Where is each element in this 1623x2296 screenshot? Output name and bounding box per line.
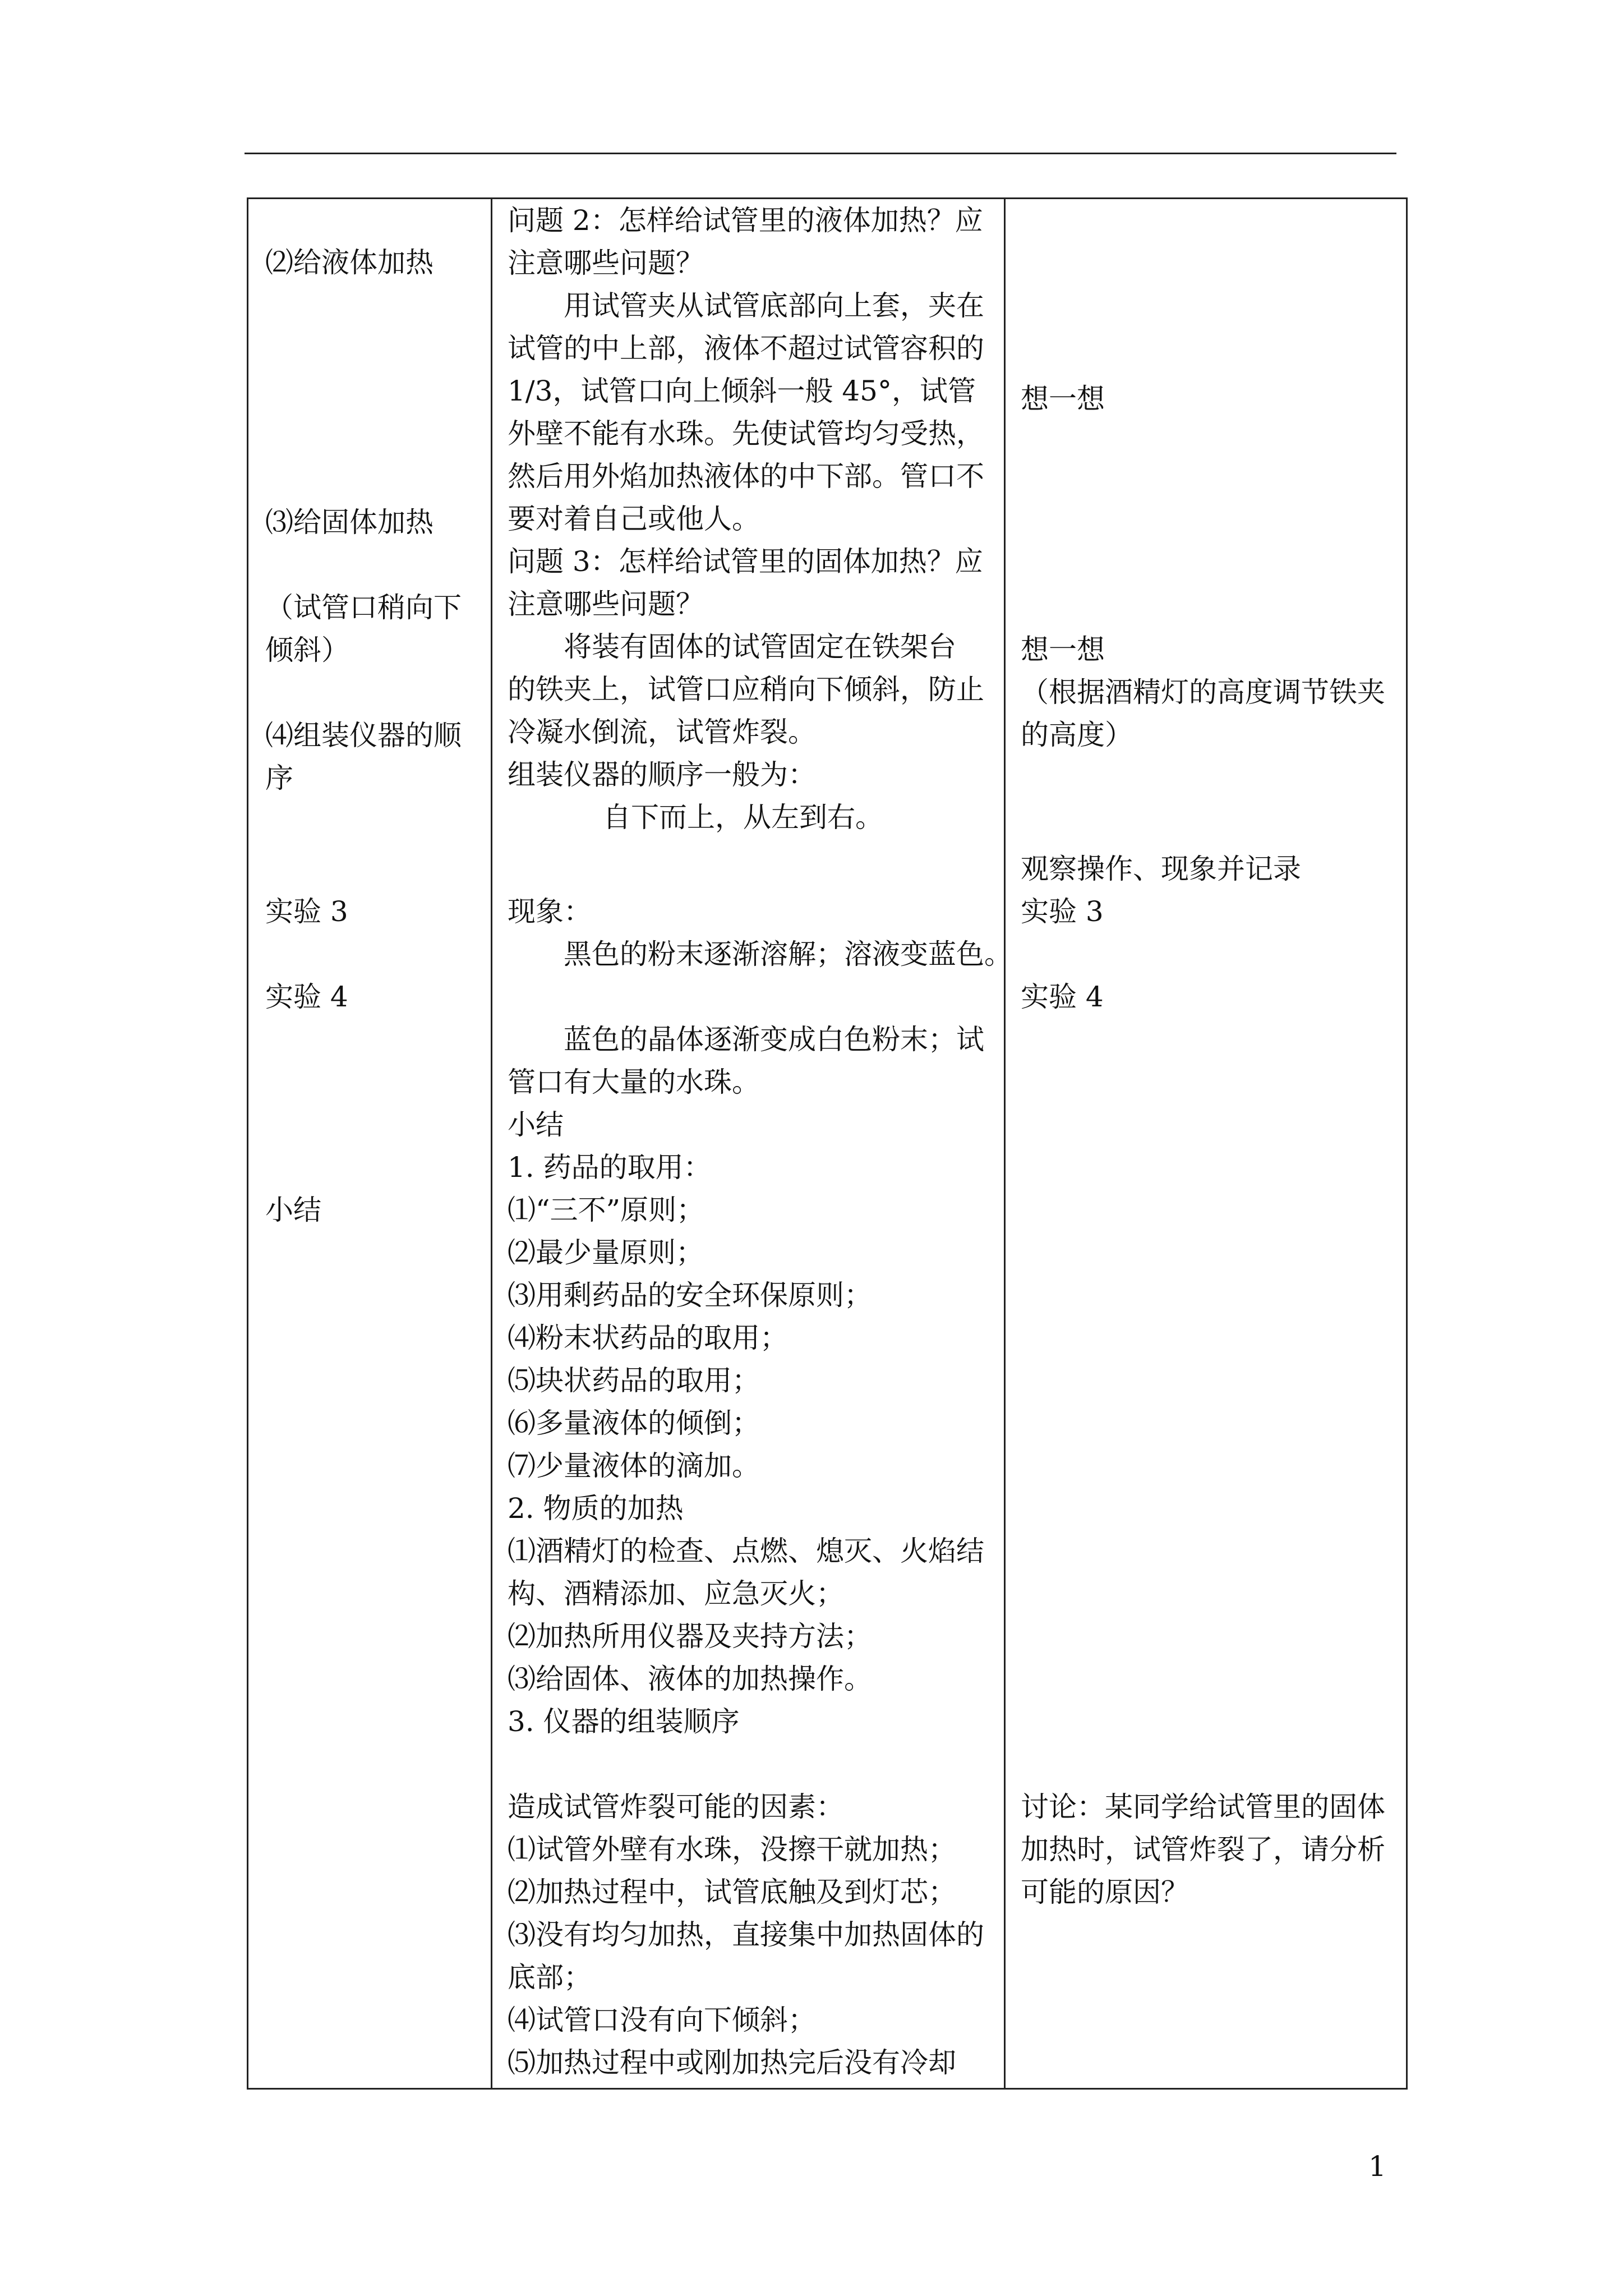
content-line: 构、酒精添加、应急灭火； bbox=[508, 1577, 844, 1610]
content-line: ⑵加热过程中，试管底触及到灯芯； bbox=[508, 1876, 956, 1908]
content-line: 自下而上，从左到右。 bbox=[603, 801, 883, 834]
content-line: 试管的中上部，液体不超过试管容积的 bbox=[508, 332, 984, 365]
column-divider-1 bbox=[491, 199, 492, 2088]
page-number: 1 bbox=[1368, 2150, 1386, 2183]
activity-line: （根据酒精灯的高度调节铁夹 bbox=[1021, 676, 1385, 708]
topic-heat-solid: ⑶给固体加热 bbox=[265, 506, 434, 539]
topic-assembly-order: ⑷组装仪器的顺 bbox=[265, 719, 462, 752]
activity-line: 的高度） bbox=[1021, 719, 1133, 751]
activity-line: 实验 4 bbox=[1021, 981, 1104, 1013]
content-line: ⑷试管口没有向下倾斜； bbox=[508, 2004, 816, 2036]
content-line: ⑵加热所用仪器及夹持方法； bbox=[508, 1620, 872, 1653]
content-line: 管口有大量的水珠。 bbox=[508, 1066, 760, 1098]
content-line: ⑹多量液体的倾倒； bbox=[508, 1407, 760, 1439]
content-line: ⑷粉末状药品的取用； bbox=[508, 1322, 788, 1354]
lesson-table bbox=[247, 197, 1408, 2090]
content-line: ⑺少量液体的滴加。 bbox=[508, 1450, 760, 1482]
topic-experiment-4: 实验 4 bbox=[265, 981, 348, 1013]
content-line: ⑸加热过程中或刚加热完后没有冷却 bbox=[508, 2046, 956, 2079]
content-line: 冷凝水倒流，试管炸裂。 bbox=[508, 716, 816, 748]
content-line: 造成试管炸裂可能的因素： bbox=[508, 1791, 844, 1823]
content-line: 问题 2：怎样给试管里的液体加热？应 bbox=[508, 204, 983, 237]
topic-experiment-3: 实验 3 bbox=[265, 895, 348, 928]
content-line: ⑶给固体、液体的加热操作。 bbox=[508, 1663, 872, 1695]
content-line: ⑵最少量原则； bbox=[508, 1236, 704, 1269]
content-line: 2. 物质的加热 bbox=[508, 1492, 684, 1525]
content-line: 3. 仪器的组装顺序 bbox=[508, 1705, 740, 1738]
content-line: ⑶没有均匀加热，直接集中加热固体的 bbox=[508, 1918, 984, 1951]
topic-note-tilt: （试管口稍向下 bbox=[265, 591, 462, 624]
content-line: 组装仪器的顺序一般为： bbox=[508, 758, 816, 791]
content-line: 蓝色的晶体逐渐变成白色粉末；试 bbox=[564, 1023, 984, 1056]
content-line: 问题 3：怎样给试管里的固体加热？应 bbox=[508, 545, 983, 578]
activity-line: 想一想 bbox=[1021, 383, 1105, 415]
content-line: ⑴试管外壁有水珠，没擦干就加热； bbox=[508, 1833, 956, 1866]
content-line: ⑶用剩药品的安全环保原则； bbox=[508, 1279, 872, 1312]
content-line: 的铁夹上，试管口应稍向下倾斜，防止 bbox=[508, 673, 984, 706]
content-line: 然后用外焰加热液体的中下部。管口不 bbox=[508, 460, 984, 493]
content-line: ⑸块状药品的取用； bbox=[508, 1364, 760, 1397]
topic-heat-liquid: ⑵给液体加热 bbox=[265, 246, 434, 279]
activity-line: 实验 3 bbox=[1021, 895, 1104, 928]
content-line: 用试管夹从试管底部向上套，夹在 bbox=[564, 289, 984, 322]
header-rule bbox=[245, 153, 1396, 154]
content-line: 注意哪些问题？ bbox=[508, 247, 704, 279]
content-line: 黑色的粉末逐渐溶解；溶液变蓝色。 bbox=[564, 938, 1012, 970]
content-line: 1/3，试管口向上倾斜一般 45°，试管 bbox=[508, 375, 976, 407]
content-line: 注意哪些问题？ bbox=[508, 588, 704, 620]
topic-assembly-order: 序 bbox=[265, 762, 293, 794]
content-line: 将装有固体的试管固定在铁架台 bbox=[564, 631, 956, 663]
content-line: 现象： bbox=[508, 895, 592, 928]
activity-line: 观察操作、现象并记录 bbox=[1021, 853, 1301, 885]
column-divider-2 bbox=[1004, 199, 1006, 2088]
content-line: 底部； bbox=[508, 1961, 592, 1994]
activity-line: 讨论：某同学给试管里的固体 bbox=[1021, 1791, 1385, 1823]
content-line: ⑴酒精灯的检查、点燃、熄灭、火焰结 bbox=[508, 1535, 984, 1567]
activity-line: 可能的原因？ bbox=[1021, 1876, 1189, 1908]
content-line: 1. 药品的取用： bbox=[508, 1151, 712, 1184]
content-line: 要对着自己或他人。 bbox=[508, 503, 760, 535]
topic-note-tilt: 倾斜） bbox=[265, 634, 349, 666]
topic-summary: 小结 bbox=[265, 1194, 321, 1226]
activity-line: 加热时，试管炸裂了，请分析 bbox=[1021, 1833, 1385, 1866]
content-line: ⑴“三不”原则； bbox=[508, 1194, 705, 1226]
content-line: 小结 bbox=[508, 1108, 564, 1141]
content-line: 外壁不能有水珠。先使试管均匀受热， bbox=[508, 417, 984, 450]
activity-line: 想一想 bbox=[1021, 633, 1105, 666]
